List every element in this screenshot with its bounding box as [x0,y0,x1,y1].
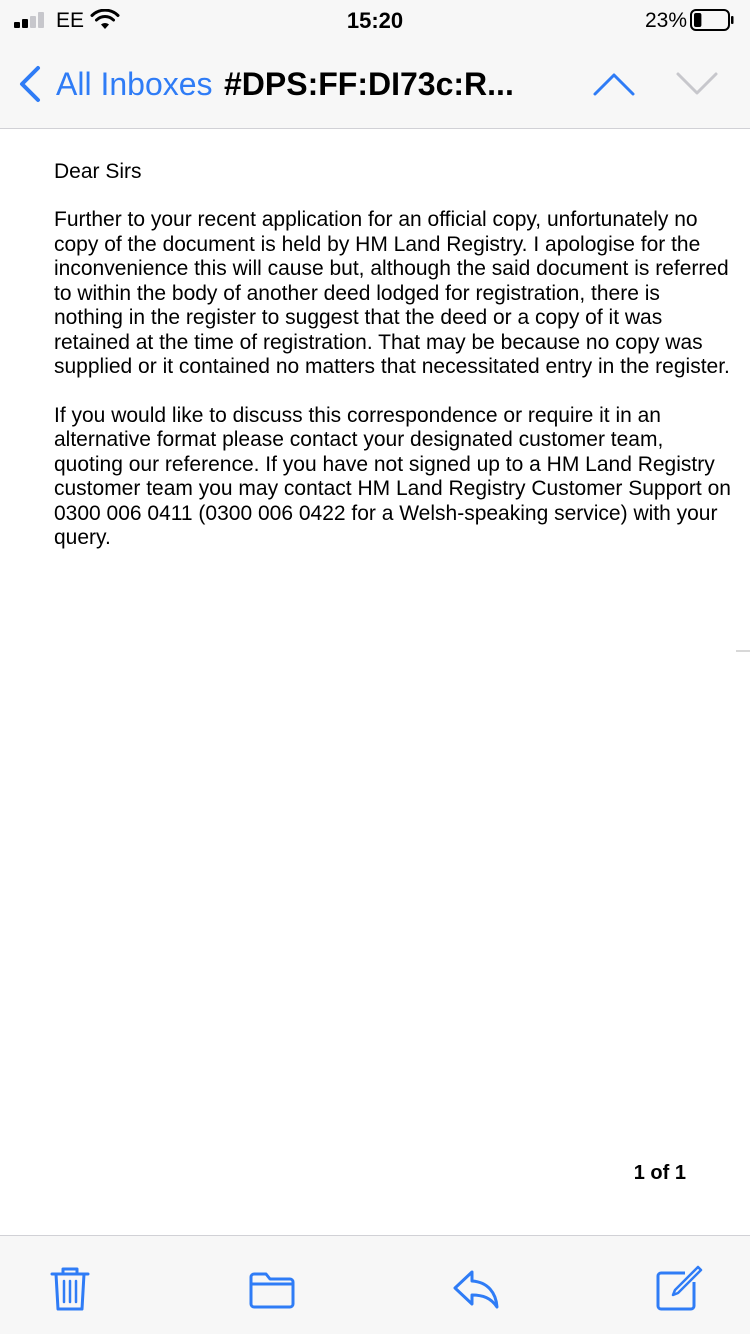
previous-message-icon[interactable] [592,70,636,98]
email-subject: #DPS:FF:DI73c:R... [224,66,514,102]
greeting: Dear Sirs [54,160,142,183]
status-bar [0,0,750,42]
reply-icon[interactable] [452,1264,500,1312]
bottom-toolbar [0,1235,750,1334]
back-button[interactable]: All Inboxes [56,66,213,102]
email-body [54,158,734,575]
body-paragraph: If you would like to discuss this correspondence or require it in an alternative format please contact your designated customer team, quoting our reference. If you have not signed up to a HM Land Registry customer team you may contact HM Land Registry Customer Support on 0300 006 0411 (0300 006 0422 for a Welsh-speaking service) with your query. [54,403,731,549]
battery-percentage: 23% [644,9,687,32]
next-message-icon[interactable] [675,70,719,98]
battery-icon [690,9,734,31]
trash-icon[interactable] [46,1264,94,1312]
body-paragraph: Further to your recent application for an official copy, unfortunately no copy of the document is held by HM Land Registry. I apologise for the inconvenience this will cause but, although the said document is referred to within the body of another deed lodged for registration, there is nothing in the register to suggest that the deed or a copy of it was retained at the time of registration. That may be because no copy was supplied or it contained no matters that necessitated entry in the register. [54,208,730,378]
back-chevron-icon[interactable] [16,64,44,104]
page-count: 1 of 1 [633,1162,686,1184]
navigation-bar [0,42,750,129]
carrier-name: EE [56,9,85,32]
compose-icon[interactable] [655,1264,703,1312]
folder-icon[interactable] [248,1264,296,1312]
clock: 15:20 [346,8,404,33]
scroll-indicator [736,650,750,652]
